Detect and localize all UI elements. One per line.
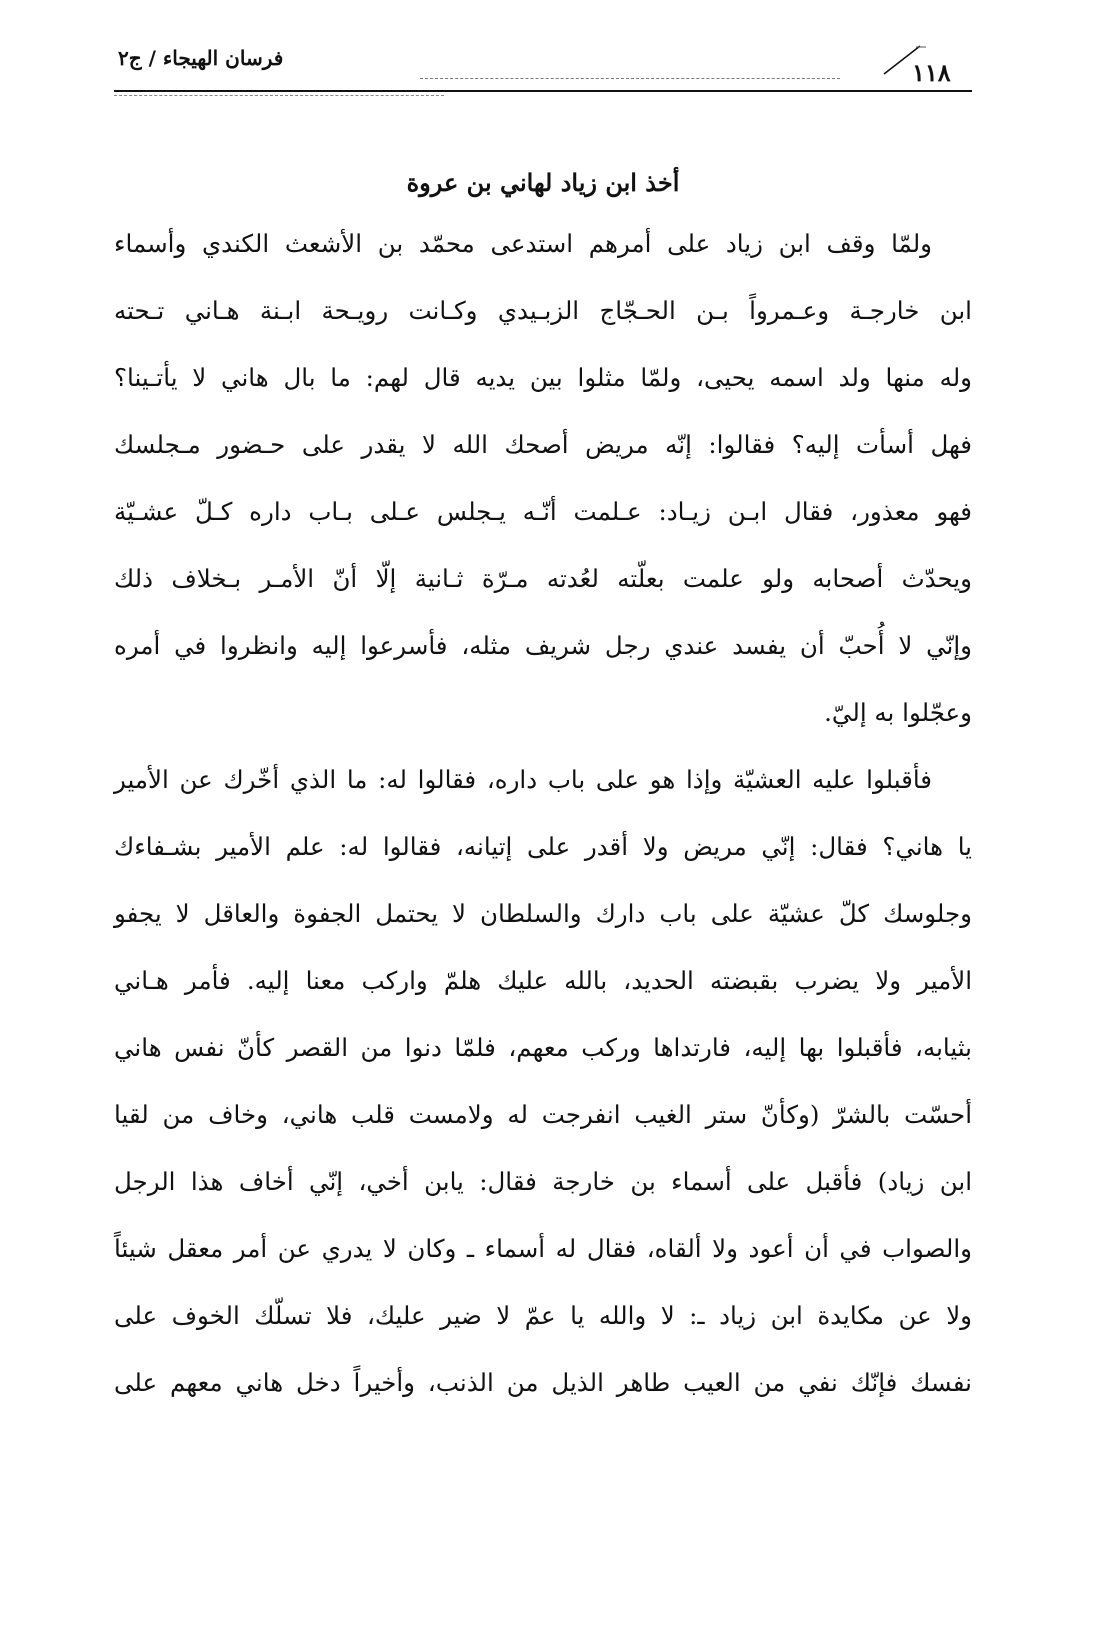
header-rule-dashed-lower (114, 95, 444, 96)
paragraph2-line: ولا عن مكايدة ابن زياد ـ: لا والله يا عمّ لا ضير عليك، فلا تسلّك الخوف على (114, 1301, 972, 1330)
paragraph2-line: يا هاني؟ فقال: إنّي مريض ولا أقدر على إتيانه، فقالوا له: علم الأمير بشـفاءك (114, 832, 972, 861)
paragraph2-line: ابن زياد) فأقبل على أسماء بن خارجة فقال: يابن أخي، إنّي أخاف هذا الرجل (114, 1167, 972, 1196)
paragraph2-line: أحسّت بالشرّ (وكأنّ ستر الغيب انفرجت له ولامست قلب هاني، وخاف من لقيا (114, 1100, 972, 1129)
header-rule (114, 90, 972, 92)
header-dashed-rule (420, 78, 840, 79)
paragraph1-line: وعجّلوا به إليّ. (824, 698, 972, 727)
paragraph2-line: الأمير ولا يضرب بقبضته الحديد، بالله عليك هلمّ واركب معنا إليه. فأمر هـاني (114, 966, 972, 995)
paragraph1-line: فهو معذور، فقال ابـن زيـاد: عـلمت أنّـه يـجلس عـلى بـاب داره كـلّ عشـيّة (114, 497, 972, 526)
paragraph1-line: فهل أسأت إليه؟ فقالوا: إنّه مريض أصحك الله لا يقدر على حـضور مـجلسك (114, 430, 972, 459)
paragraph2-line: والصواب في أن أعود ولا ألقاه، فقال له أسماء ـ وكان لا يدري عن أمر معقل شيئاً (114, 1234, 972, 1263)
section-title: أخذ ابن زياد لهاني بن عروة (406, 168, 680, 197)
paragraph2-line: وجلوسك كلّ عشيّة على باب دارك والسلطان لا يحتمل الجفوة والعاقل لا يجفو (114, 899, 972, 928)
paragraph1-line: ويحدّث أصحابه ولو علمت بعلّته لعُدته مـرّة ثـانية إلّا أنّ الأمـر بـخلاف ذلك (114, 564, 972, 593)
paragraph2-line: نفسك فإنّك نفي من العيب طاهر الذيل من الذنب، وأخيراً دخل هاني معهم على (114, 1368, 972, 1397)
running-title: فرسان الهيجاء / ج٢ (118, 46, 284, 70)
paragraph1-line: ولمّا وقف ابن زياد على أمرهم استدعى محمّد بن الأشعث الكندي وأسماء (114, 229, 932, 258)
page-number: ١١٨ (912, 58, 951, 87)
paragraph1-line: ابن خارجـة وعـمرواً بـن الحـجّاج الزبـيدي وكـانت رويـحة ابـنة هـاني تـحته (114, 296, 972, 325)
paragraph2-line: فأقبلوا عليه العشيّة وإذا هو على باب داره، فقالوا له: ما الذي أخّرك عن الأمير (114, 765, 932, 794)
paragraph1-line: وإنّي لا أُحبّ أن يفسد عندي رجل شريف مثله، فأسرعوا إليه وانظروا في أمره (114, 631, 972, 660)
paragraph1-line: وله منها ولد اسمه يحيى، ولمّا مثلوا بين يديه قال لهم: ما بال هاني لا يأتـينا؟ (114, 363, 972, 392)
paragraph2-line: بثيابه، فأقبلوا بها إليه، فارتداها وركب معهم، فلمّا دنوا من القصر كأنّ نفس هاني (114, 1033, 972, 1062)
